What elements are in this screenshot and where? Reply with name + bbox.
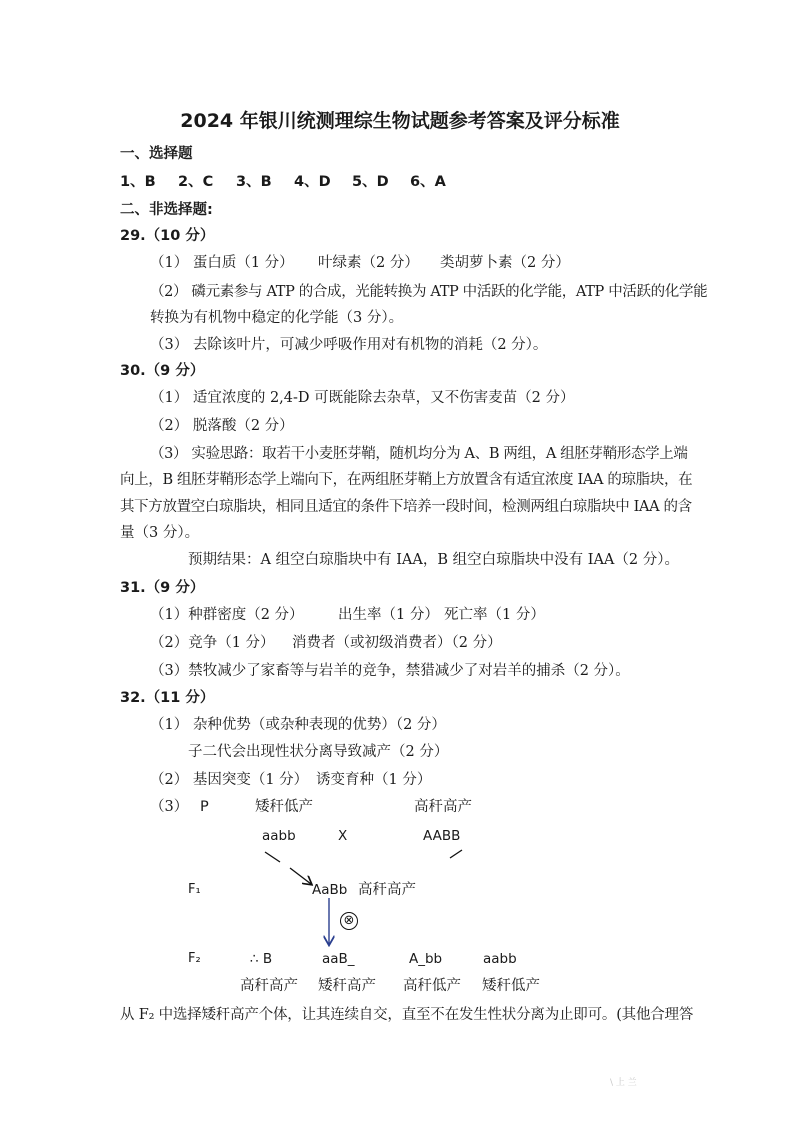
q29-answer-1a: （1） 蛋白质（1 分） [150, 255, 294, 271]
f2-genotype-1: ∴ B [250, 951, 273, 967]
f2-genotype-2: aaB_ [322, 951, 355, 967]
parent1-phenotype: 矮秆低产 [255, 799, 313, 815]
f1-phenotype: 高秆高产 [358, 882, 416, 898]
q29-heading: 29.（10 分） [120, 228, 215, 244]
q29-answer-1b: 叶绿素（2 分） [318, 255, 419, 271]
q31-answer-1b: 出生率（1 分） [338, 607, 439, 623]
mcq-answer: 4、D [294, 174, 331, 190]
q32-answer-2b: 诱变育种（1 分） [316, 772, 432, 788]
q30-answer-3-cont2: 其下方放置空白琼脂块，相同且适宜的条件下培养一段时间，检测两组白琼脂块中 IAA 的含 [120, 499, 692, 515]
f2-phenotype-3: 高秆低产 [403, 978, 461, 994]
page-title: 2024 年银川统测理综生物试题参考答案及评分标准 [180, 110, 620, 132]
q32-answer-1-cont: 子二代会出现性状分离导致减产（2 分） [188, 744, 449, 760]
parent2-genotype: AABB [423, 828, 461, 844]
f2-phenotype-4: 矮秆低产 [482, 978, 540, 994]
q32-answer-2a: （2） 基因突变（1 分） [150, 772, 309, 788]
mcq-answer: 6、A [410, 174, 446, 190]
f2-phenotype-1: 高秆高产 [240, 978, 298, 994]
mcq-answer: 1、B [120, 174, 156, 190]
q29-answer-2-cont: 转换为有机物中稳定的化学能（3 分）。 [150, 310, 404, 326]
f1-generation-label: F₁ [188, 882, 201, 897]
q31-answer-2a: （2）竞争（1 分） [150, 635, 275, 651]
q30-answer-3: （3） 实验思路：取若干小麦胚芽鞘，随机均分为 A、B 两组，A 组胚芽鞘形态学上端 [150, 446, 688, 462]
cross-symbol: X [338, 828, 348, 844]
parent1-genotype: aabb [262, 828, 296, 844]
mcq-answer: 3、B [236, 174, 272, 190]
q30-answer-3-cont1: 向上，B 组胚芽鞘形态学上端向下，在两组胚芽鞘上方放置含有适宜浓度 IAA 的琼脂块，在 [120, 472, 693, 488]
q32-answer-1: （1） 杂种优势（或杂种表现的优势）（2 分） [150, 717, 446, 733]
mcq-answers [120, 172, 468, 192]
parent1-to-f1-line [265, 852, 280, 862]
q32-heading: 32.（11 分） [120, 690, 215, 706]
mcq-answer: 5、D [352, 174, 389, 190]
q30-answer-2: （2） 脱落酸（2 分） [150, 418, 294, 434]
q30-expected-result: 预期结果：A 组空白琼脂块中有 IAA，B 组空白琼脂块中没有 IAA（2 分）。 [188, 552, 679, 568]
q31-answer-1a: （1）种群密度（2 分） [150, 607, 304, 623]
f2-genotype-4: aabb [483, 951, 517, 967]
parental-generation-label: P [200, 799, 209, 815]
f2-genotype-3: A_bb [409, 951, 443, 967]
q31-answer-2b: 消费者（或初级消费者）（2 分） [292, 635, 502, 651]
f1-genotype: AaBb [312, 882, 348, 898]
q31-answer-1c: 死亡率（1 分） [444, 607, 545, 623]
parent2-to-f1-line [450, 850, 462, 858]
f2-generation-label: F₂ [188, 951, 201, 966]
q31-heading: 31.（9 分） [120, 580, 205, 596]
q31-answer-3: （3）禁牧减少了家畜等与岩羊的竞争，禁猎减少了对岩羊的捕杀（2 分）。 [150, 663, 630, 679]
q29-answer-1c: 类胡萝卜素（2 分） [440, 255, 570, 271]
q32-part3-label: （3） [150, 799, 189, 815]
q30-answer-3-cont3: 量（3 分）。 [120, 525, 200, 541]
f2-phenotype-2: 矮秆高产 [318, 978, 376, 994]
section-heading-nonchoice: 二、非选择题: [120, 202, 213, 218]
selfing-symbol: ⊗ [340, 912, 358, 930]
section-heading-choice: 一、选择题 [120, 146, 193, 162]
q30-answer-1: （1） 适宜浓度的 2,4-D 可既能除去杂草，又不伤害麦苗（2 分） [150, 390, 575, 406]
mcq-answer: 2、C [178, 174, 214, 190]
parent2-phenotype: 高秆高产 [414, 799, 472, 815]
watermark-smudge: \ 上 兰 [610, 1078, 637, 1088]
q30-heading: 30.（9 分） [120, 363, 205, 379]
q29-answer-3: （3） 去除该叶片，可减少呼吸作用对有机物的消耗（2 分）。 [150, 337, 548, 353]
q32-final-answer: 从 F₂ 中选择矮秆高产个体，让其连续自交，直至不在发生性状分离为止即可。(其他合理答 [120, 1007, 694, 1023]
parent1-to-f1-arrow [290, 868, 311, 884]
q29-answer-2: （2） 磷元素参与 ATP 的合成，光能转换为 ATP 中活跃的化学能，ATP 中活跃的化学能 [150, 284, 708, 300]
